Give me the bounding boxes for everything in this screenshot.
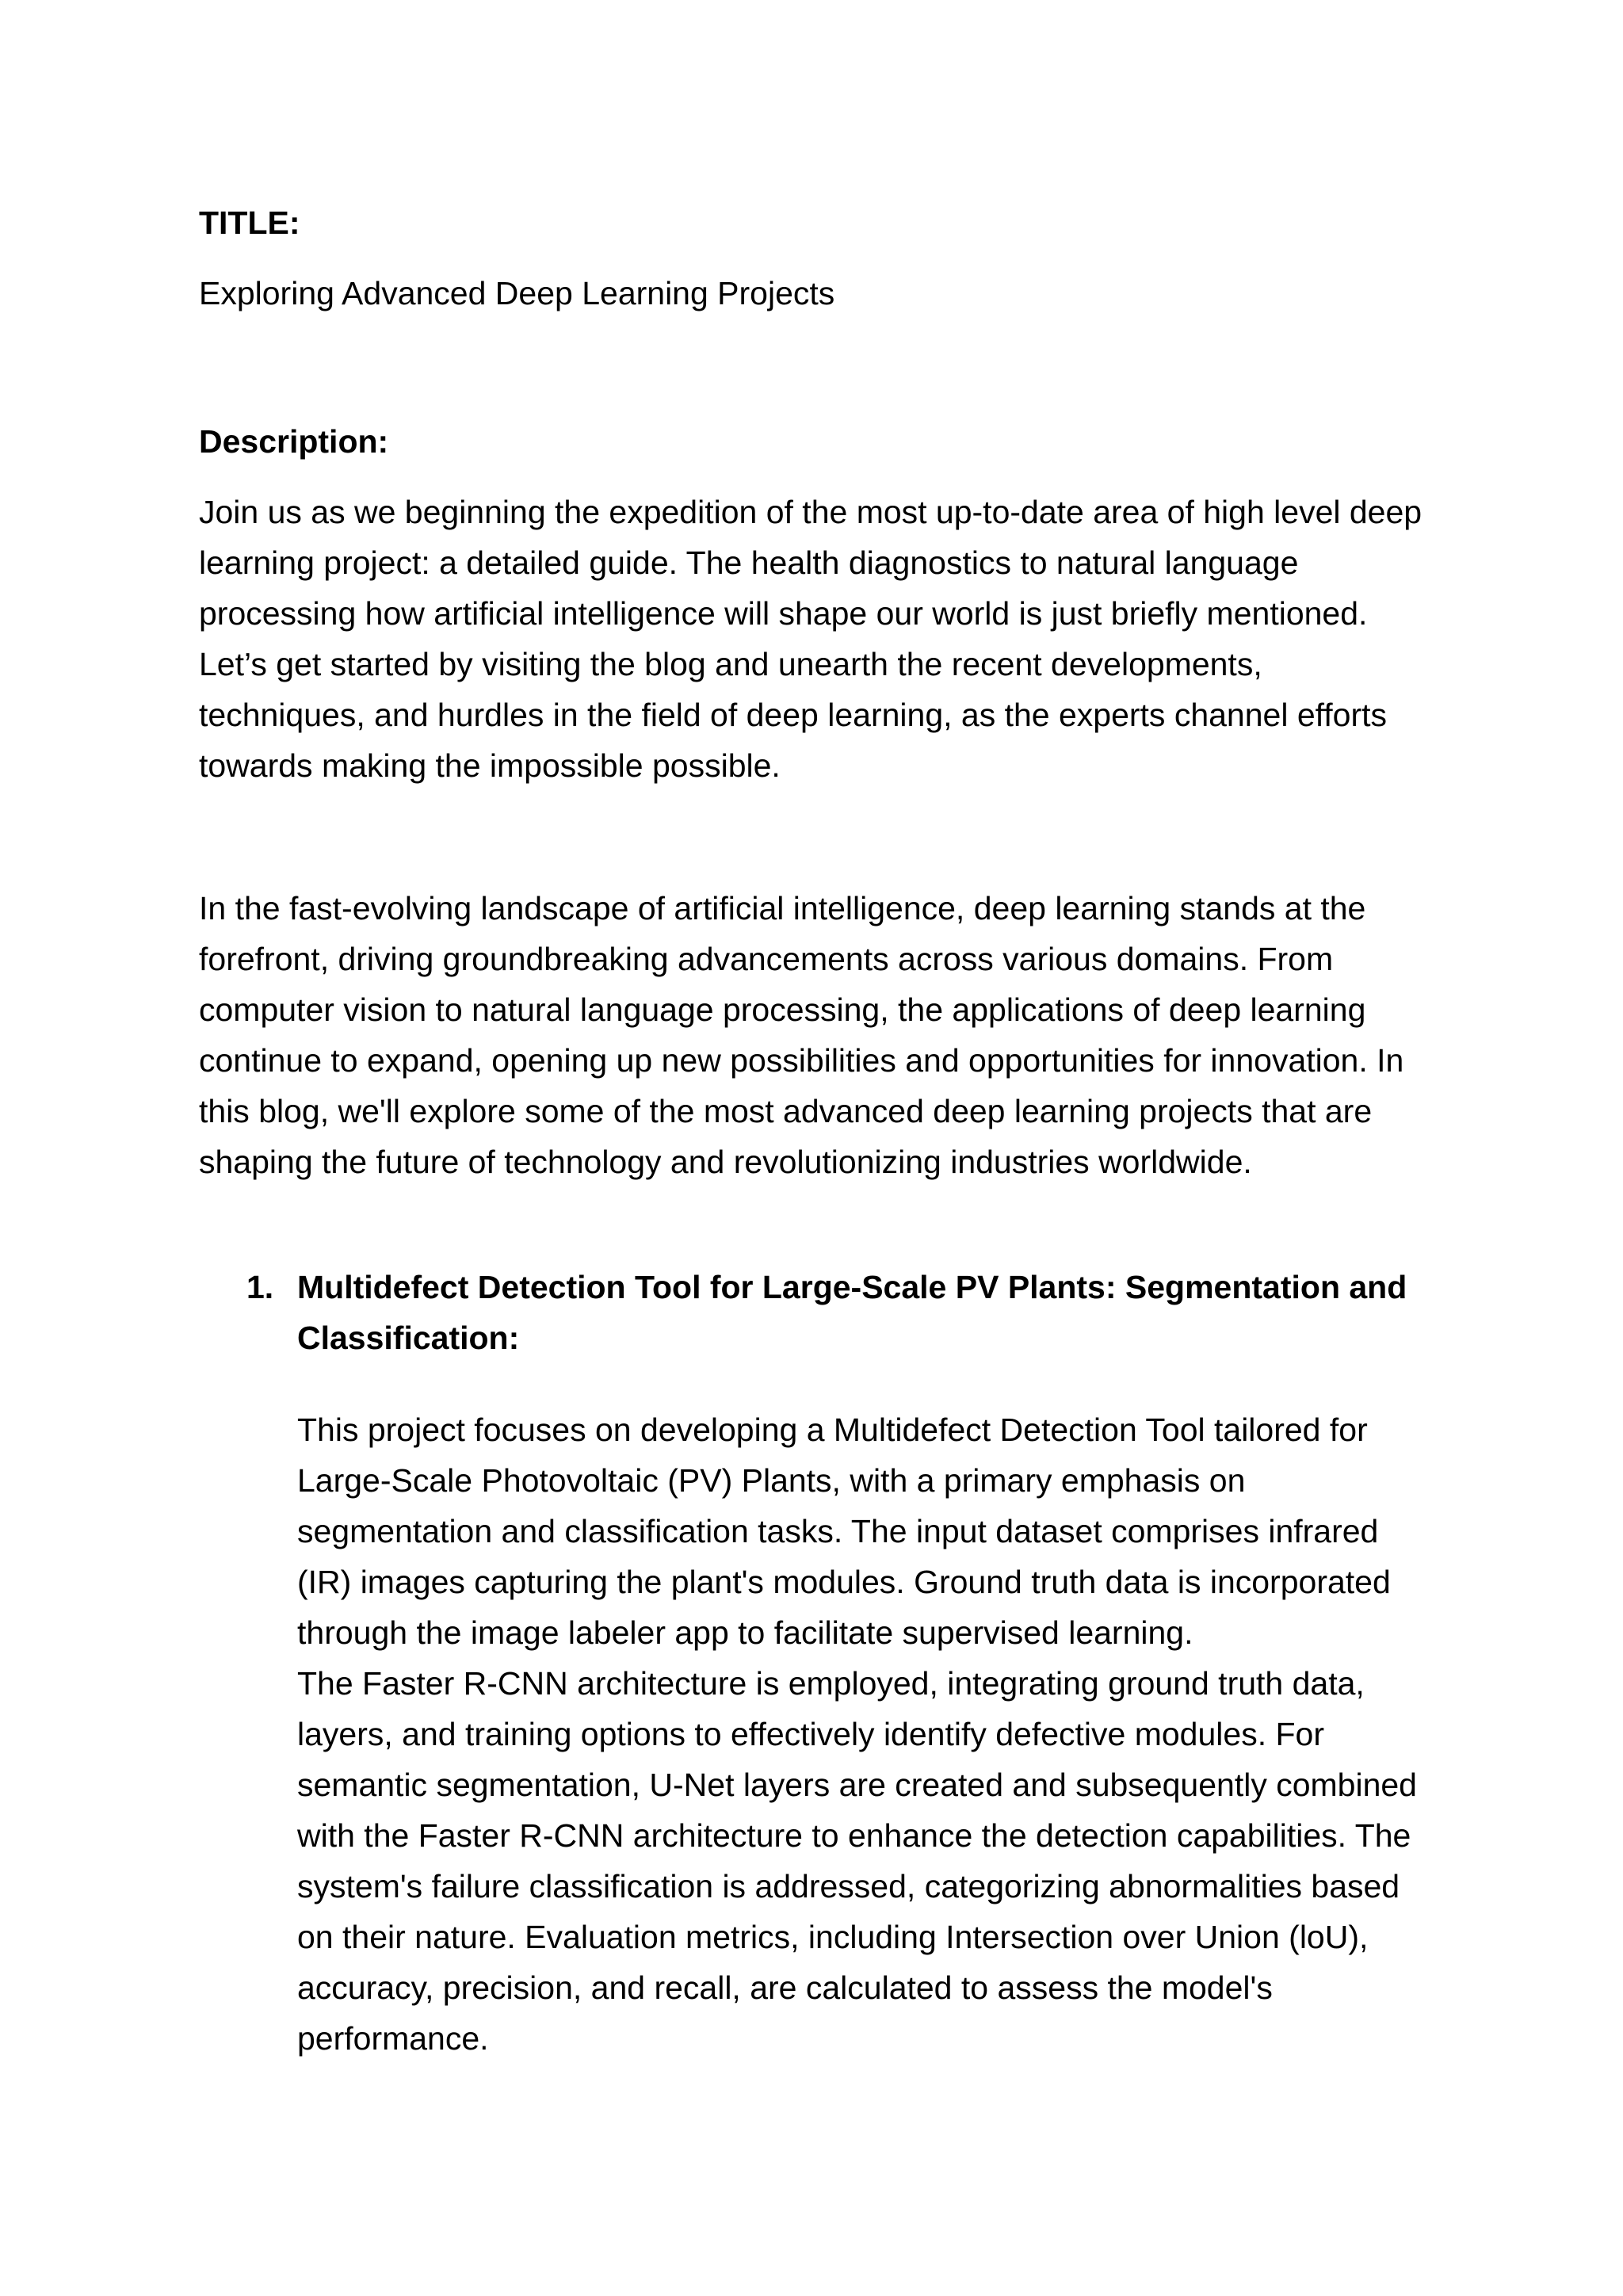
- description-paragraph: Join us as we beginning the expedition of the most up-to-date area of high level deep learning project: a detailed guide. The health diagnostics to natural language processing how artificial intelligence will shape our world is just briefly mentioned. Let’s get started by visiting the blog and unearth the recent developments, techniques, and hurdles in the field of deep learning, as the experts channel efforts towards making the impossible possible.: [199, 494, 1423, 784]
- description-label: Description:: [199, 423, 389, 460]
- list-item-number: 1.: [246, 1269, 274, 1305]
- project-heading: Multidefect Detection Tool for Large-Scale PV Plants: Segmentation and Classification:: [297, 1269, 1407, 1356]
- project-paragraph-1: This project focuses on developing a Multidefect Detection Tool tailored for Large-Scale Photovoltaic (PV) Plants, with a primary emphasis on segmentation and classification tasks. The input dataset comprises infrared (IR) images capturing the plant's modules. Ground truth data is incorporated through the image labeler app to facilitate supervised learning.: [297, 1412, 1391, 1651]
- title-label: TITLE:: [199, 204, 300, 241]
- project-body: [297, 1404, 1435, 2064]
- project-paragraph-2: The Faster R-CNN architecture is employed, integrating ground truth data, layers, and training options to effectively identify defective modules. For semantic segmentation, U-Net layers are created and subsequently combined with the Faster R-CNN architecture to enhance the detection capabilities. The system's failure classification is addressed, categorizing abnormalities based on their nature. Evaluation metrics, including Intersection over Union (loU), accuracy, precision, and recall, are calculated to assess the model's performance.: [297, 1665, 1417, 2057]
- document-title: Exploring Advanced Deep Learning Projects: [199, 275, 835, 311]
- intro-paragraph: In the fast-evolving landscape of artificial intelligence, deep learning stands at the forefront, driving groundbreaking advancements across various domains. From computer vision to natural language processing, the applications of deep learning continue to expand, opening up new possibilities and opportunities for innovation. In this blog, we'll explore some of the most advanced deep learning projects that are shaping the future of technology and revolutionizing industries worldwide.: [199, 890, 1404, 1180]
